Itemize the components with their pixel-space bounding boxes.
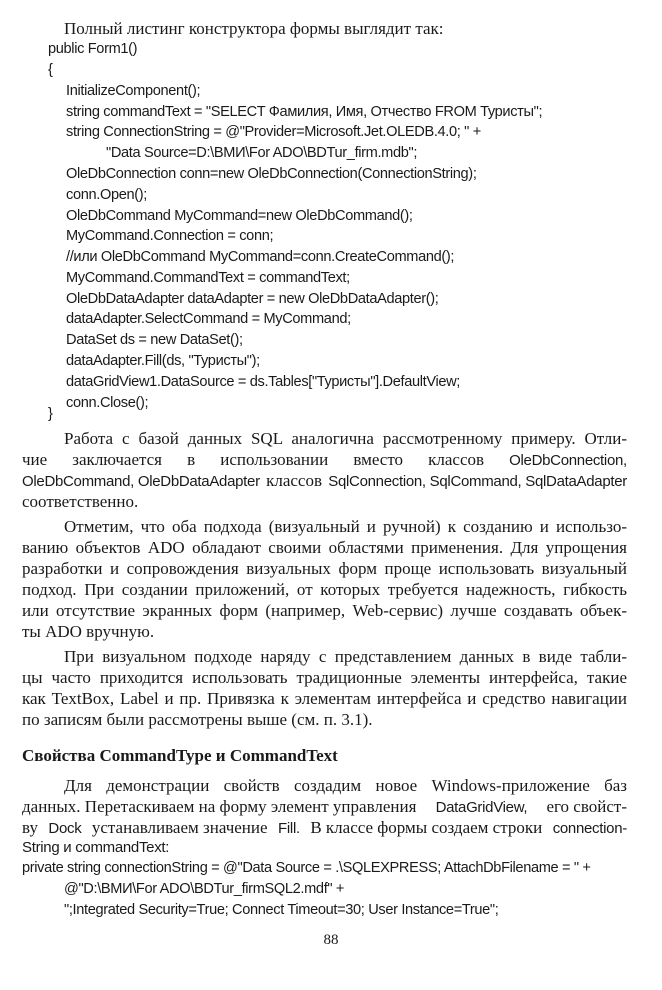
paragraph-line: String и commandText: (22, 839, 170, 856)
paragraph-line: Работа с базой данных SQL аналогична рассмотренному примеру. Отли- (64, 429, 627, 448)
word: заключается (72, 450, 162, 469)
text-segment: В классе формы создаем строки (310, 818, 543, 837)
paragraph-line: При визуальном подходе наряду с представлением данных в виде табли- (64, 647, 627, 666)
paragraph-line: цы часто приходится использовать традиционные элементы интерфейса, такие (22, 668, 627, 687)
paragraph-line: разработки и сопровождения визуальных форм проще использовать визуальный (22, 559, 627, 578)
paragraph-line: или отсутствие экранных форм (например, Web-сервис) лучше создавать объек- (22, 601, 627, 620)
identifier: connection- (552, 820, 627, 837)
paragraph-line: ванию объектов ADO обладают своими областями применения. Для упрощения (22, 538, 627, 557)
word: чие (22, 450, 48, 469)
paragraph-line (22, 818, 627, 838)
class-names: OleDbCommand, OleDbDataAdapter (22, 473, 260, 490)
section-heading: Свойства CommandType и CommandText (22, 746, 338, 765)
text-segment: устанавливаем значение (91, 818, 268, 837)
paragraph-line: ты ADO вручную. (22, 622, 155, 641)
code-line: { (48, 62, 53, 78)
paragraph-line (22, 471, 627, 491)
intro-text: Полный листинг конструктора формы выглядит так: (64, 19, 444, 38)
text-segment: ву (22, 818, 38, 837)
paragraph-line: по записям были рассмотрены выше (см. п. 3.1). (22, 710, 373, 729)
code-line: InitializeComponent(); (66, 83, 201, 99)
word: классов (266, 471, 322, 490)
code-line: dataAdapter.Fill(ds, "Туристы"); (66, 353, 260, 369)
text-segment: данных. Перетаскиваем на форму элемент управления (22, 797, 417, 816)
word: в (187, 450, 196, 469)
code-line: @"D:\ВМИ\For ADO\BDTur_firmSQL2.mdf" + (64, 881, 345, 897)
code-line: DataSet ds = new DataSet(); (66, 332, 243, 348)
code-line: conn.Close(); (66, 395, 149, 411)
paragraph-line (22, 797, 627, 817)
code-line: OleDbConnection conn=new OleDbConnection(ConnectionString); (66, 166, 477, 182)
code-line: OleDbDataAdapter dataAdapter = new OleDbDataAdapter(); (66, 291, 439, 307)
paragraph-line: соответственно. (22, 492, 139, 511)
paragraph-line: как TextBox, Label и пр. Привязка к элементам интерфейса и средство навигации (22, 689, 627, 708)
word: классов (428, 450, 485, 469)
code-line: conn.Open(); (66, 187, 147, 203)
code-line: string ConnectionString = @"Provider=Microsoft.Jet.OLEDB.4.0; " + (66, 124, 481, 140)
paragraph-line: Для демонстрации свойств создадим новое Windows-приложение баз (64, 776, 627, 795)
word: вместо (353, 450, 404, 469)
code-line: dataAdapter.SelectCommand = MyCommand; (66, 311, 351, 327)
code-line: MyCommand.Connection = conn; (66, 228, 274, 244)
page-number: 88 (323, 932, 339, 948)
code-line: public Form1() (48, 41, 138, 57)
paragraph-line: подход. При создании приложений, от которых требуется надежность, гибкость (22, 580, 627, 599)
text-segment: его свойст- (546, 797, 627, 816)
code-line: "Data Source=D:\ВМИ\For ADO\BDTur_firm.mdb"; (106, 145, 418, 161)
word: OleDbConnection, (509, 452, 627, 469)
code-line: MyCommand.CommandText = commandText; (66, 270, 350, 286)
code-line: //или OleDbCommand MyCommand=conn.CreateCommand(); (66, 249, 455, 265)
class-name: DataGridView, (435, 799, 528, 816)
paragraph-line: Отметим, что оба подхода (визуальный и ручной) к созданию и использо- (64, 517, 627, 536)
code-line: OleDbCommand MyCommand=new OleDbCommand(); (66, 208, 413, 224)
code-line: ";Integrated Security=True; Connect Timeout=30; User Instance=True"; (64, 902, 499, 918)
code-line: dataGridView1.DataSource = ds.Tables["Туристы"].DefaultView; (66, 374, 461, 390)
code-line: private string connectionString = @"Data Source = .\SQLEXPRESS; AttachDbFilename = " + (22, 860, 591, 876)
code-line: } (48, 406, 53, 422)
code-line: string commandText = "SELECT Фамилия, Имя, Отчество FROM Туристы"; (66, 104, 543, 120)
class-names: SqlConnection, SqlCommand, SqlDataAdapter (328, 473, 627, 490)
word: использовании (220, 450, 329, 469)
property-name: Dock (48, 820, 82, 837)
paragraph-line (22, 450, 627, 470)
value-name: Fill. (278, 820, 300, 837)
